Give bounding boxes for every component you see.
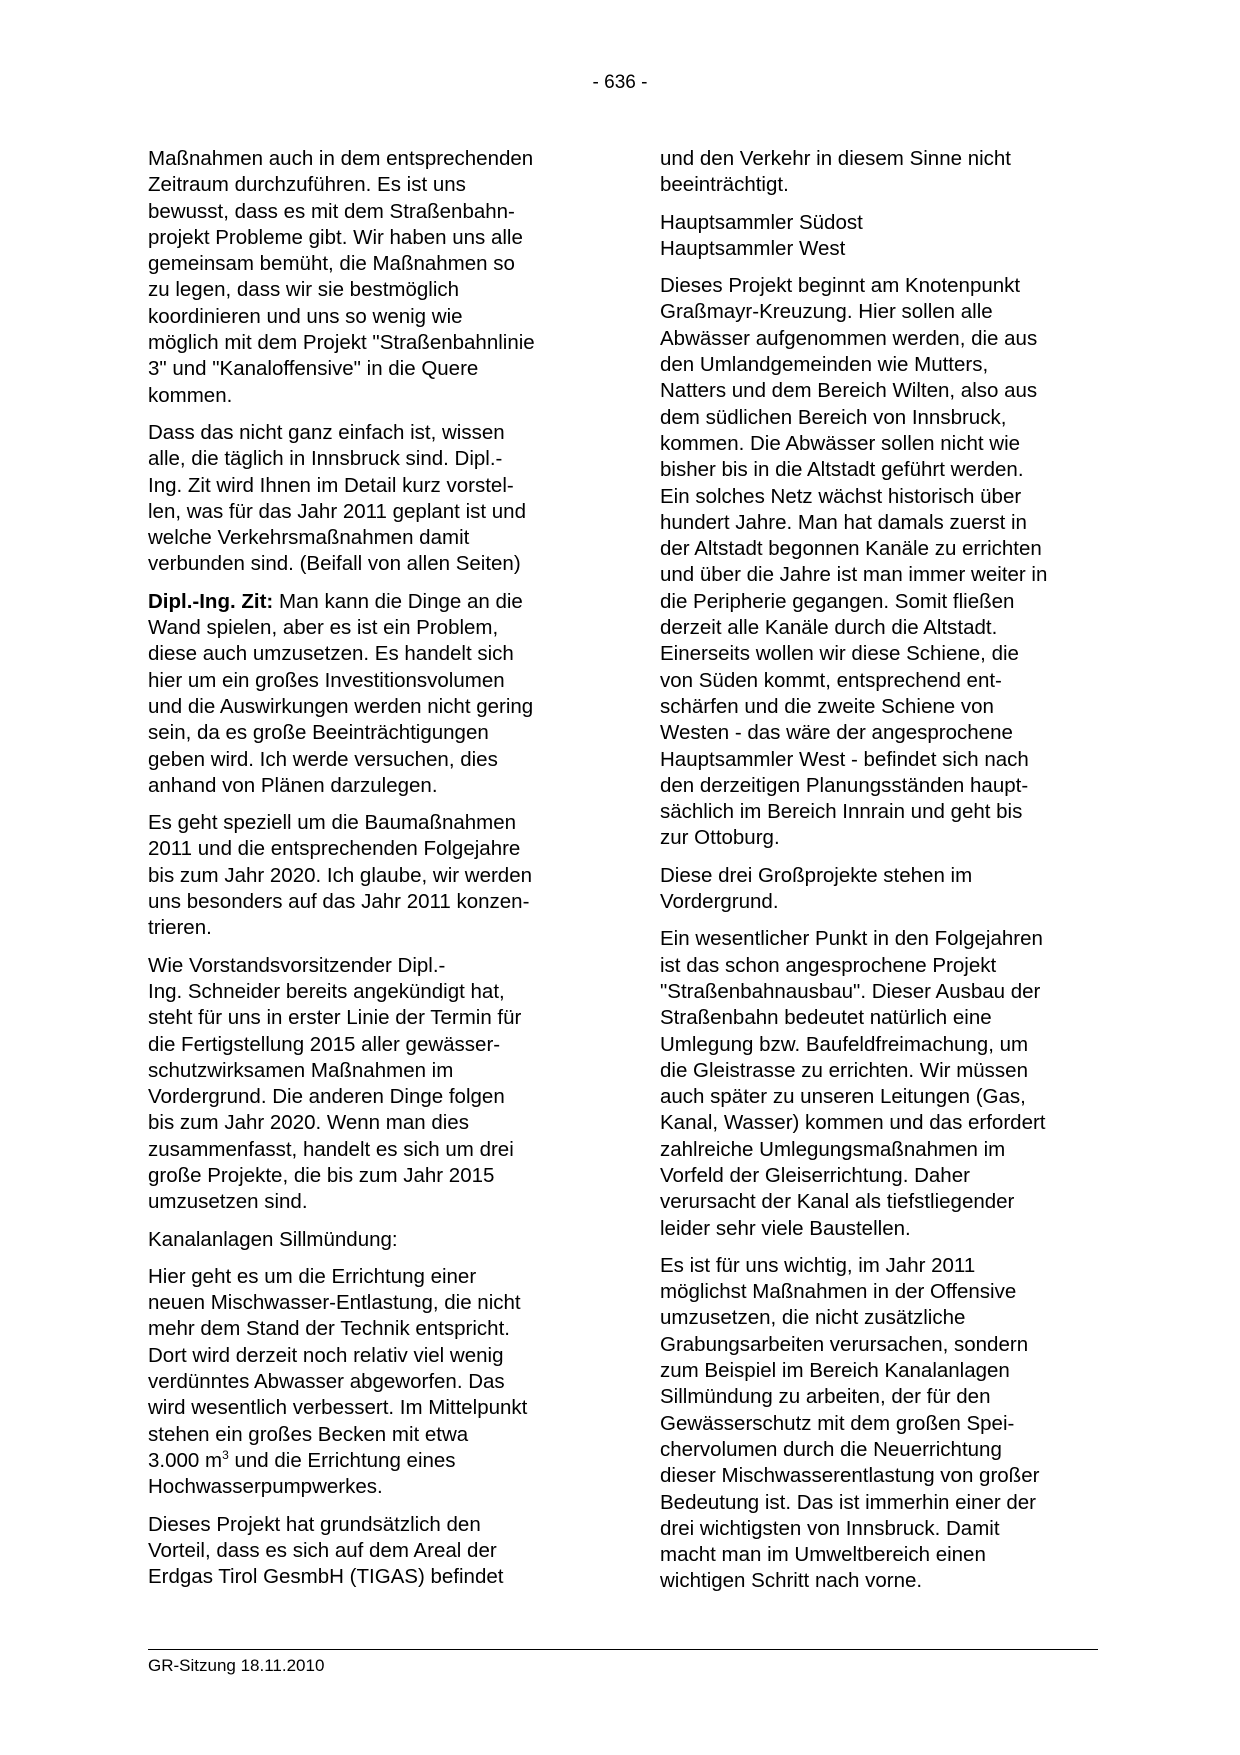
paragraph: Wie Vorstandsvorsitzender Dipl.- Ing. Schneider bereits angekündigt hat, steht für uns in erster Linie der Termin für die Fertigstellung 2015 aller gewässer- schutzwirksamen Maßnahmen im Vordergrund. Die anderen Dinge folgen bis zum Jahr 2020. Wenn man dies zusammenfasst, handelt es sich um drei große Projekte, die bis zum Jahr 2015 umzusetzen sind. — [148, 953, 522, 1214]
section-heading: Kanalanlagen Sillmündung: — [148, 1227, 398, 1251]
paragraph-text: Hier geht es um die Errichtung einer neuen Mischwasser-Entlastung, die nicht mehr dem Stand der Technik entspricht. Dort wird derzeit noch relativ viel wenig verdünntes Abwasser abgeworfen. Das wird wesentlich verbessert. Im Mittelpunkt stehen ein großes Becken mit etwa 3.000 m — [148, 1264, 528, 1472]
paragraph: und den Verkehr in diesem Sinne nicht beeinträchtigt. — [660, 147, 1012, 197]
paragraph-speaker-statement — [148, 589, 588, 799]
left-column — [148, 146, 588, 1601]
speaker-text: Man kann die Dinge an die Wand spielen, aber es ist ein Problem, diese auch umzusetzen. Es handelt sich hier um ein großes Investitionsvolumen und die Auswirkungen werden nicht gering sein, da es große Beeinträchtigungen geben wird. Ich werde versuchen, dies anhand von Plänen darzulegen. — [148, 589, 534, 797]
footer-text: GR-Sitzung 18.11.2010 — [148, 1656, 325, 1675]
paragraph-text: und die Errichtung eines Hochwasserpumpwerkes. — [148, 1448, 456, 1499]
page-number: - 636 - — [592, 72, 648, 93]
paragraph: Diese drei Großprojekte stehen im Vordergrund. — [660, 863, 973, 914]
paragraph: Ein wesentlicher Punkt in den Folgejahren ist das schon angesprochene Projekt "Straßenbahnausbau". Dieser Ausbau der Straßenbahn bedeutet natürlich eine Umlegung bzw. Baufeldfreimachung, um die Gleistrasse zu errichten. Wir müssen auch später zu unseren Leitungen (Gas, Kanal, Wasser) kommen und das erfordert zahlreiche Umlegungsmaßnahmen im Vorfeld der Gleiserrichtung. Daher verursacht der Kanal als tiefstliegender leider sehr viele Baustellen. — [660, 927, 1046, 1240]
paragraph: Dieses Projekt hat grundsätzlich den Vorteil, dass es sich auf dem Areal der Erdgas Tirol GesmbH (TIGAS) befindet — [148, 1512, 504, 1589]
superscript: 3 — [222, 1448, 229, 1463]
right-column — [660, 146, 1100, 1606]
speaker-name: Dipl.-Ing. Zit: — [148, 589, 274, 613]
paragraph: Maßnahmen auch in dem entsprechenden Zeitraum durchzuführen. Es ist uns bewusst, dass es mit dem Straßenbahn- projekt Probleme gibt. Wir haben uns alle gemeinsam bemüht, die Maßnahmen so zu legen, dass wir sie bestmöglich koordinieren und uns so wenig wie möglich mit dem Projekt "Straßenbahnlinie 3" und "Kanaloffensive" in die Quere kommen. — [148, 147, 535, 407]
paragraph: Dieses Projekt beginnt am Knotenpunkt Graßmayr-Kreuzung. Hier sollen alle Abwässer aufgenommen werden, die aus den Umlandgemeinden wie Mutters, Natters und dem Bereich Wilten, also aus dem südlichen Bereich von Innsbruck, kommen. Die Abwässer sollen nicht wie bisher bis in die Altstadt geführt werden. Ein solches Netz wächst historisch über hundert Jahre. Man hat damals zuerst in der Altstadt begonnen Kanäle zu errichten und über die Jahre ist man immer weiter in die Peripherie gegangen. Somit fließen derzeit alle Kanäle durch die Altstadt. Einerseits wollen wir diese Schiene, die von Süden kommt, entsprechend ent- schärfen und die zweite Schiene von Westen - das wäre der angesprochene Hauptsammler West - befindet sich nach den derzeitigen Planungsständen haupt- sächlich im Bereich Innrain und geht bis zur Ottoburg. — [660, 274, 1048, 850]
paragraph — [148, 1264, 588, 1501]
paragraph: Es ist für uns wichtig, im Jahr 2011 möglichst Maßnahmen in der Offensive umzusetzen, die nicht zusätzliche Grabungsarbeiten verursachen, sondern zum Beispiel im Bereich Kanalanlagen Sillmündung zu arbeiten, der für den Gewässerschutz mit dem großen Spei- chervolumen durch die Neuerrichtung dieser Mischwasserentlastung von großer Bedeutung ist. Das ist immerhin einer der drei wichtigsten von Innsbruck. Damit macht man im Umweltbereich einen wichtigen Schritt nach vorne. — [660, 1253, 1040, 1593]
paragraph: Es geht speziell um die Baumaßnahmen 2011 und die entsprechenden Folgejahre bis zum Jahr 2020. Ich glaube, wir werden uns besonders auf das Jahr 2011 konzen- trieren. — [148, 811, 533, 940]
footer-divider — [148, 1649, 1098, 1650]
section-heading: Hauptsammler Südost Hauptsammler West — [660, 210, 863, 260]
paragraph: Dass das nicht ganz einfach ist, wissen alle, die täglich in Innsbruck sind. Dipl.- Ing. Zit wird Ihnen im Detail kurz vorstel- len, was für das Jahr 2011 geplant ist und welche Verkehrsmaßnahmen damit verbunden sind. (Beifall von allen Seiten) — [148, 420, 526, 576]
